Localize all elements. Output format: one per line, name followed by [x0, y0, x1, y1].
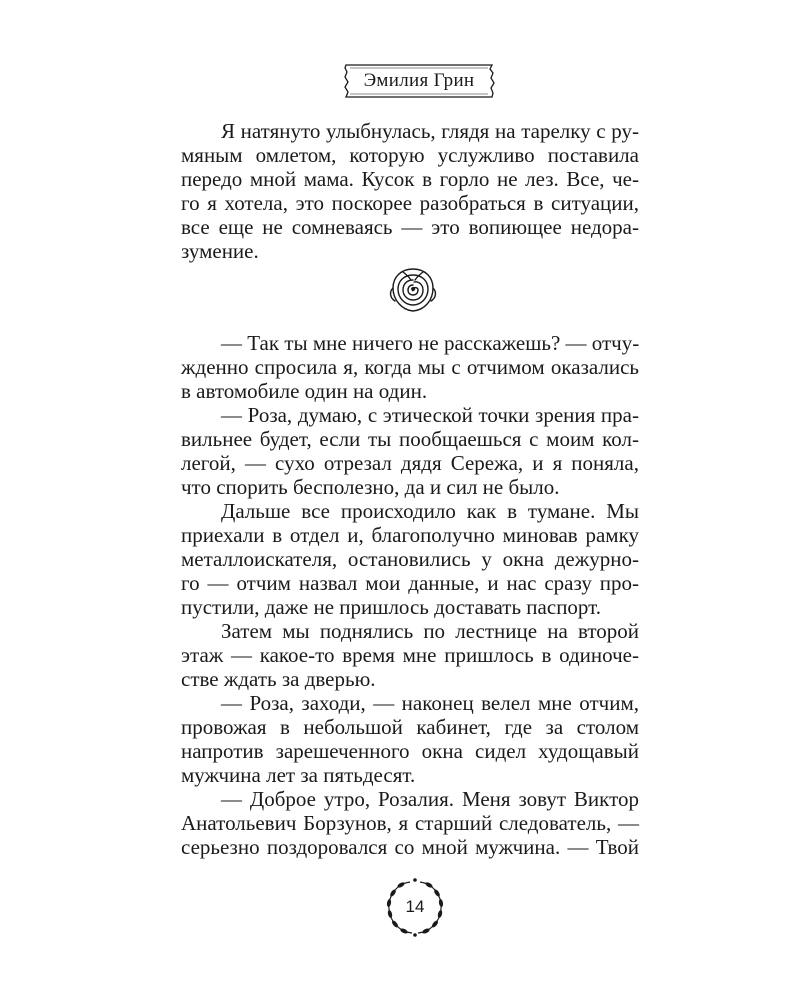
text-line: Анатольевич Борзунов, я старший следователь, —	[181, 811, 639, 835]
text-line: этаж — какое-то время мне пришлось в одиноче-	[181, 643, 639, 667]
text-line: стве ждать за дверью.	[181, 667, 376, 691]
text-line: напротив зарешеченного окна сидел худощавый	[181, 739, 639, 763]
text-line: мяным омлетом, которую услужливо поставила	[181, 143, 639, 167]
text-line: зумение.	[181, 239, 259, 263]
text-line: вильнее будет, если ты пообщаешься с моим кол-	[181, 427, 639, 451]
text-line: Затем мы поднялись по лестнице на второй	[221, 619, 639, 643]
text-line: жденно спросила я, когда мы с отчимом оказались	[181, 355, 639, 379]
text-line: пустили, даже не пришлось доставать паспорт.	[181, 595, 601, 619]
running-header	[343, 64, 495, 98]
rose-icon	[387, 266, 439, 316]
text-line: металлоискателя, остановились у окна дежурно-	[181, 547, 639, 571]
page-number-wreath	[380, 874, 450, 940]
text-line: Я натянуто улыбнулась, глядя на тарелку с ру-	[221, 119, 639, 143]
text-line: в автомобиле один на один.	[181, 379, 428, 403]
text-line: го я хотела, это поскорее разобраться в ситуации,	[181, 191, 639, 215]
text-line: мужчина лет за пятьдесят.	[181, 763, 416, 787]
text-line: все еще не сомневаясь — это вопиющее недора-	[181, 215, 639, 239]
text-line: провожая в небольшой кабинет, где за столом	[181, 715, 639, 739]
text-line: — Так ты мне ничего не расскажешь? — отчу-	[221, 331, 640, 355]
text-line: го — отчим назвал мои данные, и нас сразу про-	[181, 571, 639, 595]
text-line: — Роза, заходи, — наконец велел мне отчим,	[221, 691, 639, 715]
text-line: что спорить бесполезно, да и сил не было.	[181, 475, 560, 499]
text-line: — Доброе утро, Розалия. Меня зовут Виктор	[221, 787, 639, 811]
text-line: передо мной мама. Кусок в горло не лез. Все, че-	[181, 167, 639, 191]
text-line: — Роза, думаю, с этической точки зрения пра-	[221, 403, 639, 427]
text-line: Дальше все происходило как в тумане. Мы	[221, 499, 639, 523]
text-line: легой, — сухо отрезал дядя Сережа, и я поняла,	[181, 451, 639, 475]
author-name: Эмилия Грин	[363, 70, 475, 91]
page-number: 14	[405, 897, 425, 916]
text-line: серьезно поздоровался со мной мужчина. — Твой	[181, 835, 639, 859]
text-line: приехали в отдел и, благополучно миновав рамку	[181, 523, 639, 547]
